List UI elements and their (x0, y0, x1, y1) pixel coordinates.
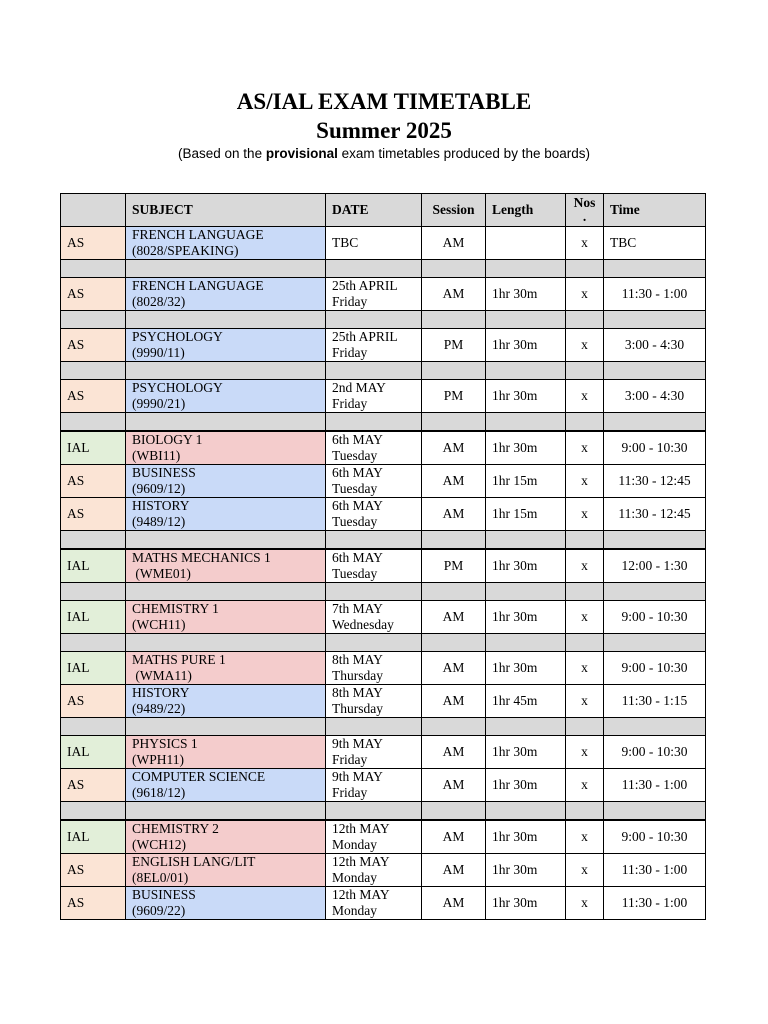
time-cell: 3:00 - 4:30 (604, 380, 706, 413)
separator-cell (126, 802, 326, 821)
length-cell: 1hr 30m (486, 601, 566, 634)
separator-row (61, 634, 706, 652)
nos-cell: x (566, 549, 604, 583)
date-cell: 12th MAY Monday (326, 820, 422, 854)
header-nos: Nos . (566, 194, 604, 227)
separator-row (61, 311, 706, 329)
separator-cell (61, 802, 126, 821)
date-cell: 9th MAY Friday (326, 769, 422, 802)
length-cell: 1hr 30m (486, 380, 566, 413)
level-cell: IAL (61, 652, 126, 685)
subject-cell: HISTORY (9489/12) (126, 498, 326, 531)
date-cell: 25th APRIL Friday (326, 329, 422, 362)
separator-cell (604, 718, 706, 736)
subject-cell: PHYSICS 1 (WPH11) (126, 736, 326, 769)
date-cell: 12th MAY Monday (326, 887, 422, 920)
separator-cell (126, 718, 326, 736)
separator-cell (422, 718, 486, 736)
separator-cell (326, 718, 422, 736)
note-suffix: exam timetables produced by the boards) (337, 146, 590, 161)
separator-cell (604, 531, 706, 550)
time-cell: 3:00 - 4:30 (604, 329, 706, 362)
separator-cell (126, 531, 326, 550)
subject-cell: MATHS MECHANICS 1 (WME01) (126, 549, 326, 583)
session-cell: PM (422, 549, 486, 583)
table-row (61, 820, 706, 854)
separator-cell (126, 260, 326, 278)
level-cell: IAL (61, 820, 126, 854)
provisional-note (0, 145, 768, 163)
nos-cell: x (566, 431, 604, 465)
nos-cell: x (566, 820, 604, 854)
header-date: DATE (326, 194, 422, 227)
table-row (61, 465, 706, 498)
subject-cell: FRENCH LANGUAGE (8028/32) (126, 278, 326, 311)
table-row (61, 549, 706, 583)
session-cell: PM (422, 329, 486, 362)
nos-cell: x (566, 887, 604, 920)
subject-cell: PSYCHOLOGY (9990/21) (126, 380, 326, 413)
header-length: Length (486, 194, 566, 227)
length-cell: 1hr 30m (486, 652, 566, 685)
level-cell: AS (61, 329, 126, 362)
subject-cell: CHEMISTRY 2 (WCH12) (126, 820, 326, 854)
session-cell: AM (422, 685, 486, 718)
nos-cell: x (566, 227, 604, 260)
length-cell: 1hr 30m (486, 887, 566, 920)
session-cell: AM (422, 601, 486, 634)
session-cell: AM (422, 769, 486, 802)
separator-cell (422, 413, 486, 432)
length-cell: 1hr 30m (486, 820, 566, 854)
table-row (61, 278, 706, 311)
separator-cell (604, 311, 706, 329)
table-row (61, 854, 706, 887)
separator-row (61, 583, 706, 601)
separator-cell (61, 260, 126, 278)
separator-cell (486, 311, 566, 329)
separator-cell (486, 802, 566, 821)
separator-cell (566, 718, 604, 736)
nos-cell: x (566, 498, 604, 531)
length-cell: 1hr 30m (486, 549, 566, 583)
length-cell: 1hr 30m (486, 329, 566, 362)
date-cell: 8th MAY Thursday (326, 652, 422, 685)
time-cell: 11:30 - 1:15 (604, 685, 706, 718)
table-row (61, 769, 706, 802)
header-subject: SUBJECT (126, 194, 326, 227)
date-cell: 2nd MAY Friday (326, 380, 422, 413)
separator-cell (126, 634, 326, 652)
time-cell: TBC (604, 227, 706, 260)
table-row (61, 652, 706, 685)
header-row (61, 194, 706, 227)
separator-cell (422, 260, 486, 278)
separator-row (61, 718, 706, 736)
separator-cell (566, 260, 604, 278)
level-cell: AS (61, 227, 126, 260)
separator-cell (422, 311, 486, 329)
session-cell: AM (422, 465, 486, 498)
separator-cell (566, 583, 604, 601)
separator-cell (326, 362, 422, 380)
separator-cell (422, 531, 486, 550)
table-row (61, 601, 706, 634)
header-session: Session (422, 194, 486, 227)
date-cell: 6th MAY Tuesday (326, 465, 422, 498)
table-row (61, 736, 706, 769)
separator-cell (566, 802, 604, 821)
nos-cell: x (566, 685, 604, 718)
page-title: AS/IAL EXAM TIMETABLE (236, 89, 532, 114)
separator-cell (604, 802, 706, 821)
level-cell: IAL (61, 549, 126, 583)
session-cell: AM (422, 431, 486, 465)
length-cell: 1hr 15m (486, 498, 566, 531)
subject-cell: BUSINESS (9609/12) (126, 465, 326, 498)
separator-cell (61, 718, 126, 736)
length-cell: 1hr 15m (486, 465, 566, 498)
separator-cell (604, 413, 706, 432)
level-cell: IAL (61, 736, 126, 769)
separator-cell (486, 718, 566, 736)
session-cell: AM (422, 887, 486, 920)
separator-row (61, 260, 706, 278)
page-subtitle: Summer 2025 (316, 118, 452, 143)
separator-row (61, 802, 706, 821)
subject-cell: HISTORY (9489/22) (126, 685, 326, 718)
time-cell: 9:00 - 10:30 (604, 652, 706, 685)
separator-cell (566, 362, 604, 380)
time-cell: 12:00 - 1:30 (604, 549, 706, 583)
separator-cell (566, 413, 604, 432)
time-cell: 11:30 - 1:00 (604, 278, 706, 311)
subject-cell: CHEMISTRY 1 (WCH11) (126, 601, 326, 634)
separator-cell (126, 413, 326, 432)
nos-cell: x (566, 769, 604, 802)
date-cell: 12th MAY Monday (326, 854, 422, 887)
separator-cell (486, 583, 566, 601)
nos-cell: x (566, 329, 604, 362)
session-cell: AM (422, 820, 486, 854)
level-cell: AS (61, 854, 126, 887)
length-cell (486, 227, 566, 260)
level-cell: IAL (61, 431, 126, 465)
separator-cell (604, 634, 706, 652)
table-row (61, 887, 706, 920)
separator-cell (486, 634, 566, 652)
level-cell: IAL (61, 601, 126, 634)
time-cell: 11:30 - 1:00 (604, 769, 706, 802)
header-level (61, 194, 126, 227)
separator-cell (486, 362, 566, 380)
table-row (61, 685, 706, 718)
separator-cell (326, 583, 422, 601)
separator-cell (604, 260, 706, 278)
session-cell: AM (422, 278, 486, 311)
separator-row (61, 362, 706, 380)
length-cell: 1hr 30m (486, 769, 566, 802)
session-cell: AM (422, 854, 486, 887)
level-cell: AS (61, 769, 126, 802)
time-cell: 9:00 - 10:30 (604, 601, 706, 634)
level-cell: AS (61, 465, 126, 498)
separator-cell (486, 260, 566, 278)
length-cell: 1hr 30m (486, 854, 566, 887)
length-cell: 1hr 30m (486, 736, 566, 769)
separator-cell (566, 634, 604, 652)
time-cell: 11:30 - 1:00 (604, 854, 706, 887)
nos-cell: x (566, 652, 604, 685)
length-cell: 1hr 30m (486, 278, 566, 311)
separator-cell (604, 583, 706, 601)
level-cell: AS (61, 380, 126, 413)
level-cell: AS (61, 278, 126, 311)
nos-cell: x (566, 601, 604, 634)
separator-cell (422, 583, 486, 601)
table-row (61, 329, 706, 362)
separator-cell (326, 531, 422, 550)
time-cell: 11:30 - 12:45 (604, 465, 706, 498)
separator-row (61, 413, 706, 432)
separator-cell (326, 413, 422, 432)
separator-row (61, 531, 706, 550)
time-cell: 9:00 - 10:30 (604, 736, 706, 769)
time-cell: 11:30 - 12:45 (604, 498, 706, 531)
level-cell: AS (61, 498, 126, 531)
date-cell: 9th MAY Friday (326, 736, 422, 769)
date-cell: 6th MAY Tuesday (326, 431, 422, 465)
separator-cell (566, 531, 604, 550)
separator-cell (422, 634, 486, 652)
separator-cell (126, 362, 326, 380)
length-cell: 1hr 45m (486, 685, 566, 718)
level-cell: AS (61, 685, 126, 718)
subject-cell: FRENCH LANGUAGE (8028/SPEAKING) (126, 227, 326, 260)
time-cell: 9:00 - 10:30 (604, 820, 706, 854)
table-row (61, 431, 706, 465)
session-cell: AM (422, 498, 486, 531)
separator-cell (61, 583, 126, 601)
date-cell: 8th MAY Thursday (326, 685, 422, 718)
separator-cell (422, 802, 486, 821)
session-cell: AM (422, 227, 486, 260)
note-prefix: (Based on the (178, 146, 266, 161)
length-cell: 1hr 30m (486, 431, 566, 465)
nos-cell: x (566, 380, 604, 413)
time-cell: 9:00 - 10:30 (604, 431, 706, 465)
separator-cell (61, 362, 126, 380)
separator-cell (61, 531, 126, 550)
session-cell: PM (422, 380, 486, 413)
date-cell: TBC (326, 227, 422, 260)
nos-cell: x (566, 465, 604, 498)
table-row (61, 227, 706, 260)
separator-cell (326, 311, 422, 329)
separator-cell (326, 802, 422, 821)
subject-cell: BUSINESS (9609/22) (126, 887, 326, 920)
table-row (61, 498, 706, 531)
date-cell: 6th MAY Tuesday (326, 498, 422, 531)
separator-cell (486, 531, 566, 550)
note-bold: provisional (265, 146, 338, 161)
date-cell: 7th MAY Wednesday (326, 601, 422, 634)
time-cell: 11:30 - 1:00 (604, 887, 706, 920)
subject-cell: BIOLOGY 1 (WBI11) (126, 431, 326, 465)
nos-cell: x (566, 278, 604, 311)
nos-cell: x (566, 854, 604, 887)
separator-cell (61, 634, 126, 652)
separator-cell (126, 583, 326, 601)
separator-cell (486, 413, 566, 432)
date-cell: 6th MAY Tuesday (326, 549, 422, 583)
exam-timetable (60, 193, 706, 920)
subject-cell: MATHS PURE 1 (WMA11) (126, 652, 326, 685)
session-cell: AM (422, 652, 486, 685)
subject-cell: ENGLISH LANG/LIT (8EL0/01) (126, 854, 326, 887)
subject-cell: PSYCHOLOGY (9990/11) (126, 329, 326, 362)
separator-cell (61, 413, 126, 432)
separator-cell (422, 362, 486, 380)
header-time: Time (604, 194, 706, 227)
date-cell: 25th APRIL Friday (326, 278, 422, 311)
session-cell: AM (422, 736, 486, 769)
separator-cell (566, 311, 604, 329)
separator-cell (61, 311, 126, 329)
separator-cell (326, 260, 422, 278)
separator-cell (126, 311, 326, 329)
table-row (61, 380, 706, 413)
separator-cell (326, 634, 422, 652)
subject-cell: COMPUTER SCIENCE (9618/12) (126, 769, 326, 802)
separator-cell (604, 362, 706, 380)
level-cell: AS (61, 887, 126, 920)
nos-cell: x (566, 736, 604, 769)
